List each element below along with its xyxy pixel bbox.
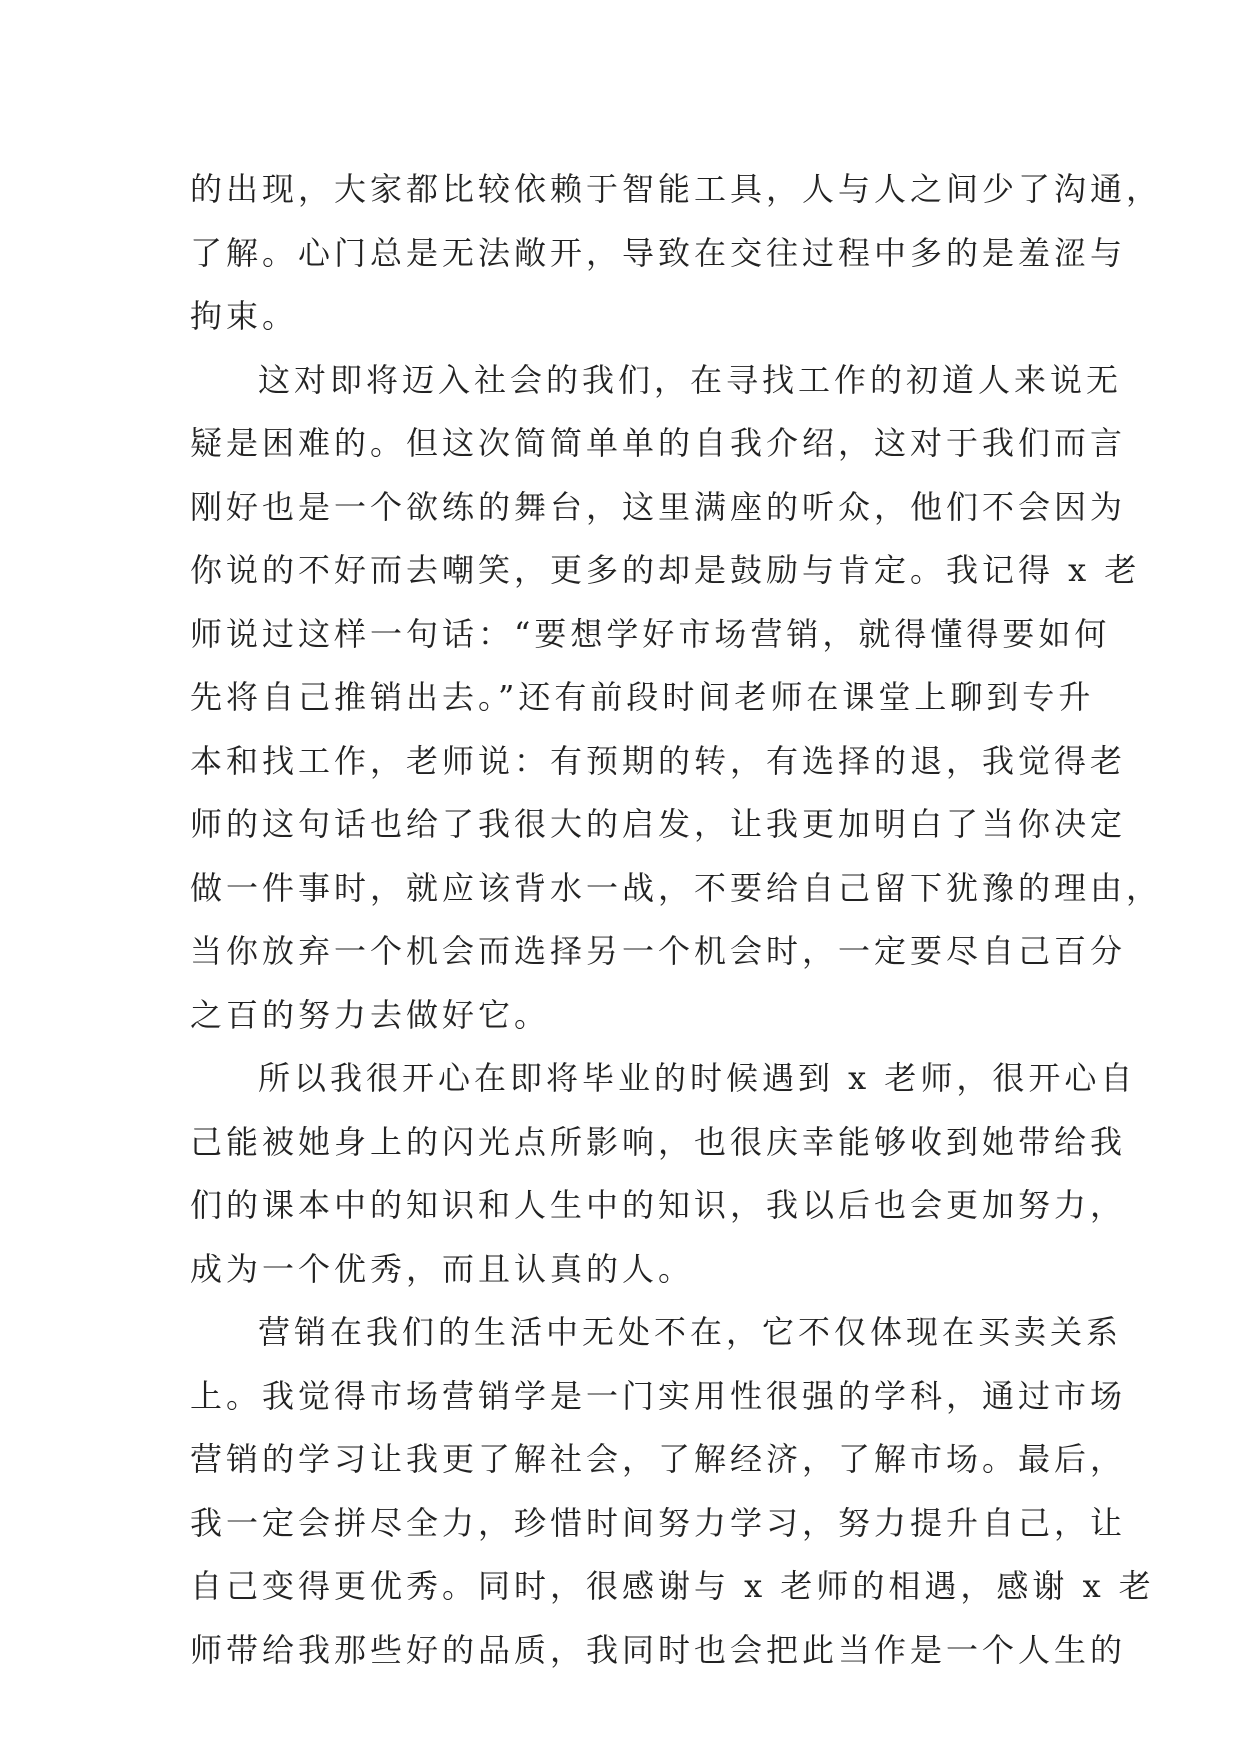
text-line: 的出现，大家都比较依赖于智能工具，人与人之间少了沟通， <box>190 170 1163 208</box>
body-text <box>190 158 1163 1682</box>
text-line: 营销的学习让我更了解社会，了解经济，了解市场。最后， <box>190 1440 1127 1478</box>
text-line: 上。我觉得市场营销学是一门实用性很强的学科，通过市场 <box>190 1376 1127 1415</box>
text-line: 师的这句话也给了我很大的启发，让我更加明白了当你决定 <box>190 805 1127 843</box>
text-line: 成为一个优秀，而且认真的人。 <box>190 1249 695 1288</box>
paragraph-first-line: 这对即将迈入社会的我们，在寻找工作的初道人来说无 <box>258 360 1123 399</box>
text-line: 之百的努力去做好它。 <box>190 995 551 1034</box>
paragraph-first-line: 所以我很开心在即将毕业的时候遇到 x 老师，很开心自 <box>258 1059 1137 1097</box>
text-line: 们的课本中的知识和人生中的知识，我以后也会更加努力， <box>190 1186 1127 1224</box>
text-line: 师说过这样一句话：“要想学好市场营销，就得懂得要如何 <box>190 614 1111 653</box>
text-line: 刚好也是一个欲练的舞台，这里满座的听众，他们不会因为 <box>190 487 1127 526</box>
text-line: 本和找工作，老师说：有预期的转，有选择的退，我觉得老 <box>190 741 1127 780</box>
text-line: 疑是困难的。但这次简简单单的自我介绍，这对于我们而言 <box>190 424 1127 462</box>
text-line: 自己变得更优秀。同时，很感谢与 x 老师的相遇，感谢 x 老 <box>190 1567 1155 1605</box>
text-line: 当你放弃一个机会而选择另一个机会时，一定要尽自己百分 <box>190 932 1127 970</box>
text-line: 拘束。 <box>190 297 299 335</box>
text-line: 己能被她身上的闪光点所影响，也很庆幸能够收到她带给我 <box>190 1122 1127 1161</box>
text-line: 了解。心门总是无法敞开，导致在交往过程中多的是羞涩与 <box>190 233 1127 272</box>
text-line: 先将自己推销出去。”还有前段时间老师在课堂上聊到专升 <box>190 678 1095 716</box>
paragraph-first-line: 营销在我们的生活中无处不在，它不仅体现在买卖关系 <box>258 1313 1123 1351</box>
text-line: 做一件事时，就应该背水一战，不要给自己留下犹豫的理由， <box>190 868 1163 907</box>
text-line: 你说的不好而去嘲笑，更多的却是鼓励与肯定。我记得 x 老 <box>190 551 1141 589</box>
text-line: 师带给我那些好的品质，我同时也会把此当作是一个人生的 <box>190 1630 1127 1669</box>
text-line: 我一定会拼尽全力，珍惜时间努力学习，努力提升自己，让 <box>190 1503 1127 1542</box>
